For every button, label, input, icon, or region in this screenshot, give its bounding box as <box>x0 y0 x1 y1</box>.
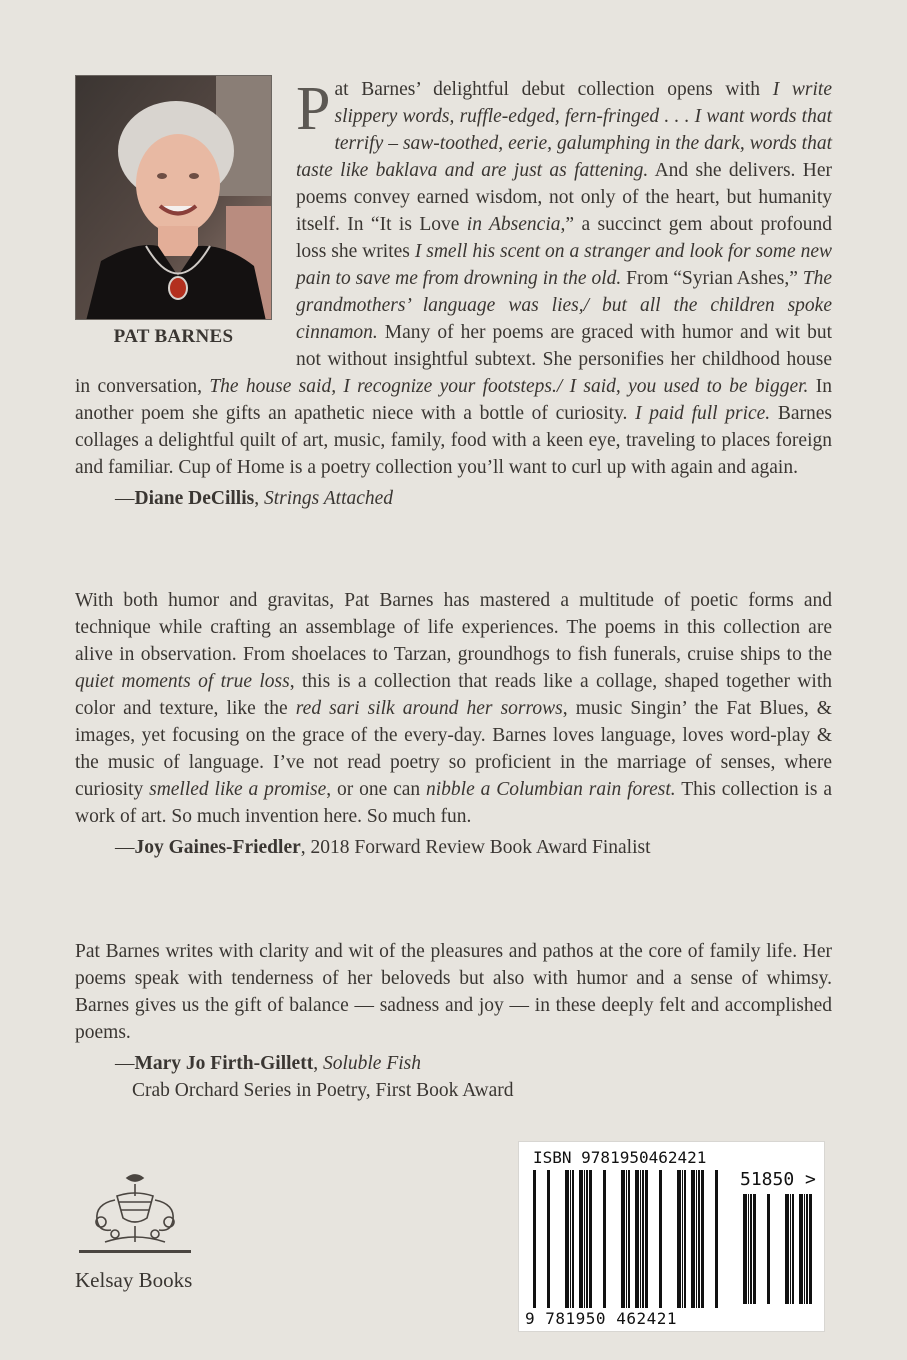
photo-caption: PAT BARNES <box>113 326 234 347</box>
review-attribution: —Mary Jo Firth-Gillett, Soluble Fish <box>115 1053 421 1074</box>
barcode-bar <box>750 1194 752 1304</box>
barcode-bar <box>715 1170 718 1308</box>
review-3 <box>75 938 832 1104</box>
review-1 <box>75 76 832 512</box>
barcode-digits: 9 781950 462421 <box>525 1309 677 1328</box>
barcode-bar <box>642 1170 644 1308</box>
reviewer-work: 2018 Forward Review Book Award Finalist <box>310 837 651 858</box>
barcode-bar <box>659 1170 662 1308</box>
barcode-bar <box>586 1170 588 1308</box>
barcode-bar <box>640 1170 641 1308</box>
barcode-bar <box>547 1170 550 1308</box>
isbn-barcode <box>518 1141 825 1332</box>
barcode-bar <box>804 1194 805 1304</box>
barcode-bar <box>698 1170 700 1308</box>
reviewer-name: Diane DeCillis <box>134 488 255 509</box>
reviewer-name: Joy Gaines-Friedler <box>134 837 301 858</box>
barcode-bar <box>533 1170 536 1308</box>
publisher-name: Kelsay Books <box>75 1268 193 1292</box>
barcode-bar <box>748 1194 749 1304</box>
barcode-bar <box>792 1194 794 1304</box>
barcode-bar <box>579 1170 583 1308</box>
barcode-bar <box>753 1194 756 1304</box>
barcode-bar <box>645 1170 648 1308</box>
barcode-bars <box>531 1170 721 1310</box>
barcode-bar <box>743 1194 747 1304</box>
barcode-bar <box>677 1170 681 1308</box>
review-2 <box>75 587 832 861</box>
barcode-bar <box>570 1170 571 1308</box>
barcode-bar <box>701 1170 704 1308</box>
barcode-bar <box>691 1170 695 1308</box>
barcode-bar <box>565 1170 569 1308</box>
barcode-bar <box>682 1170 683 1308</box>
review-text: Pat Barnes writes with clarity and wit of the pleasures and pathos at the core of family life. Her poems speak with tenderness of her beloveds but also with humor and a sense of whimsy. Barnes gives us the gift of balance — sadness and joy — in these deeply felt and accomplished poems. <box>75 941 832 1043</box>
barcode-bar <box>628 1170 630 1308</box>
barcode-bar <box>626 1170 627 1308</box>
barcode-bar <box>767 1194 770 1304</box>
review-text: at Barnes’ delightful debut collection opens with I write slippery words, ruffle-edged, fern-fringed . . . I want words that terrify – saw-toothed, eerie, galumphing in the dark, words that taste like baklava and are just as fattening. And she delivers. Her poems convey earned wisdom, not only of the heart, but humanity itself. In “It is Love in Absencia,” a succinct gem about profound loss she writes I smell his scent on a stranger and look for some new pain to save me from drowning in the old. From “Syrian Ashes,” The grandmothers’ language was lies,/ but all the children spoke cinnamon. Many of her poems are graced with humor and wit but not without insightful subtext. She personifies her childhood house in conversation, The house said, I recognize your footsteps./ I said, you used to be bigger. In another poem she gifts an apathetic niece with a bottle of curiosity. I paid full price. Barnes collages a delightful quilt of art, music, family, food with a keen eye, traveling to places foreign and familiar. Cup of Home is a poetry collection you’ll want to curl up with again and again. <box>75 79 832 478</box>
isbn-label: ISBN 9781950462421 <box>533 1148 707 1167</box>
barcode-bar <box>584 1170 585 1308</box>
barcode-bar <box>589 1170 592 1308</box>
price-barcode-bars <box>737 1194 817 1306</box>
barcode-bar <box>603 1170 606 1308</box>
barcode-bar <box>684 1170 686 1308</box>
publisher-logo-icon <box>75 1170 195 1260</box>
barcode-bar <box>635 1170 639 1308</box>
barcode-bar <box>806 1194 808 1304</box>
barcode-bar <box>696 1170 697 1308</box>
barcode-bar <box>799 1194 803 1304</box>
price-code: 51850 > <box>740 1169 816 1190</box>
drop-cap: P <box>296 75 331 143</box>
review-text: With both humor and gravitas, Pat Barnes has mastered a multitude of poetic forms and technique while crafting an assemblage of life experiences. The poems in this collection are alive in observation. From shoelaces to Tarzan, groundhogs to fish funerals, cruise ships to the quiet moments of true loss, this is a collection that reads like a collage, shaped together with color and texture, like the red sari silk around her sorrows, music Singin’ the Fat Blues, & images, yet focusing on the grace of the every-day. Barnes loves language, loves word-play & the music of language. I’ve not read poetry so proficient in the marriage of senses, where curiosity smelled like a promise, or one can nibble a Columbian rain forest. This collection is a work of art. So much invention here. So much fun. <box>75 590 832 827</box>
reviewer-name: Mary Jo Firth-Gillett <box>134 1053 314 1074</box>
reviewer-work: Soluble Fish <box>322 1053 421 1074</box>
barcode-bar <box>809 1194 812 1304</box>
reviewer-award: Crab Orchard Series in Poetry, First Book Award <box>132 1080 514 1101</box>
reviewer-work: Strings Attached <box>263 488 394 509</box>
barcode-bar <box>790 1194 791 1304</box>
review-attribution: —Joy Gaines-Friedler, 2018 Forward Review Book Award Finalist <box>115 837 651 858</box>
review-attribution: —Diane DeCillis, Strings Attached <box>115 488 394 509</box>
barcode-bar <box>785 1194 789 1304</box>
barcode-bar <box>621 1170 625 1308</box>
barcode-bar <box>572 1170 574 1308</box>
